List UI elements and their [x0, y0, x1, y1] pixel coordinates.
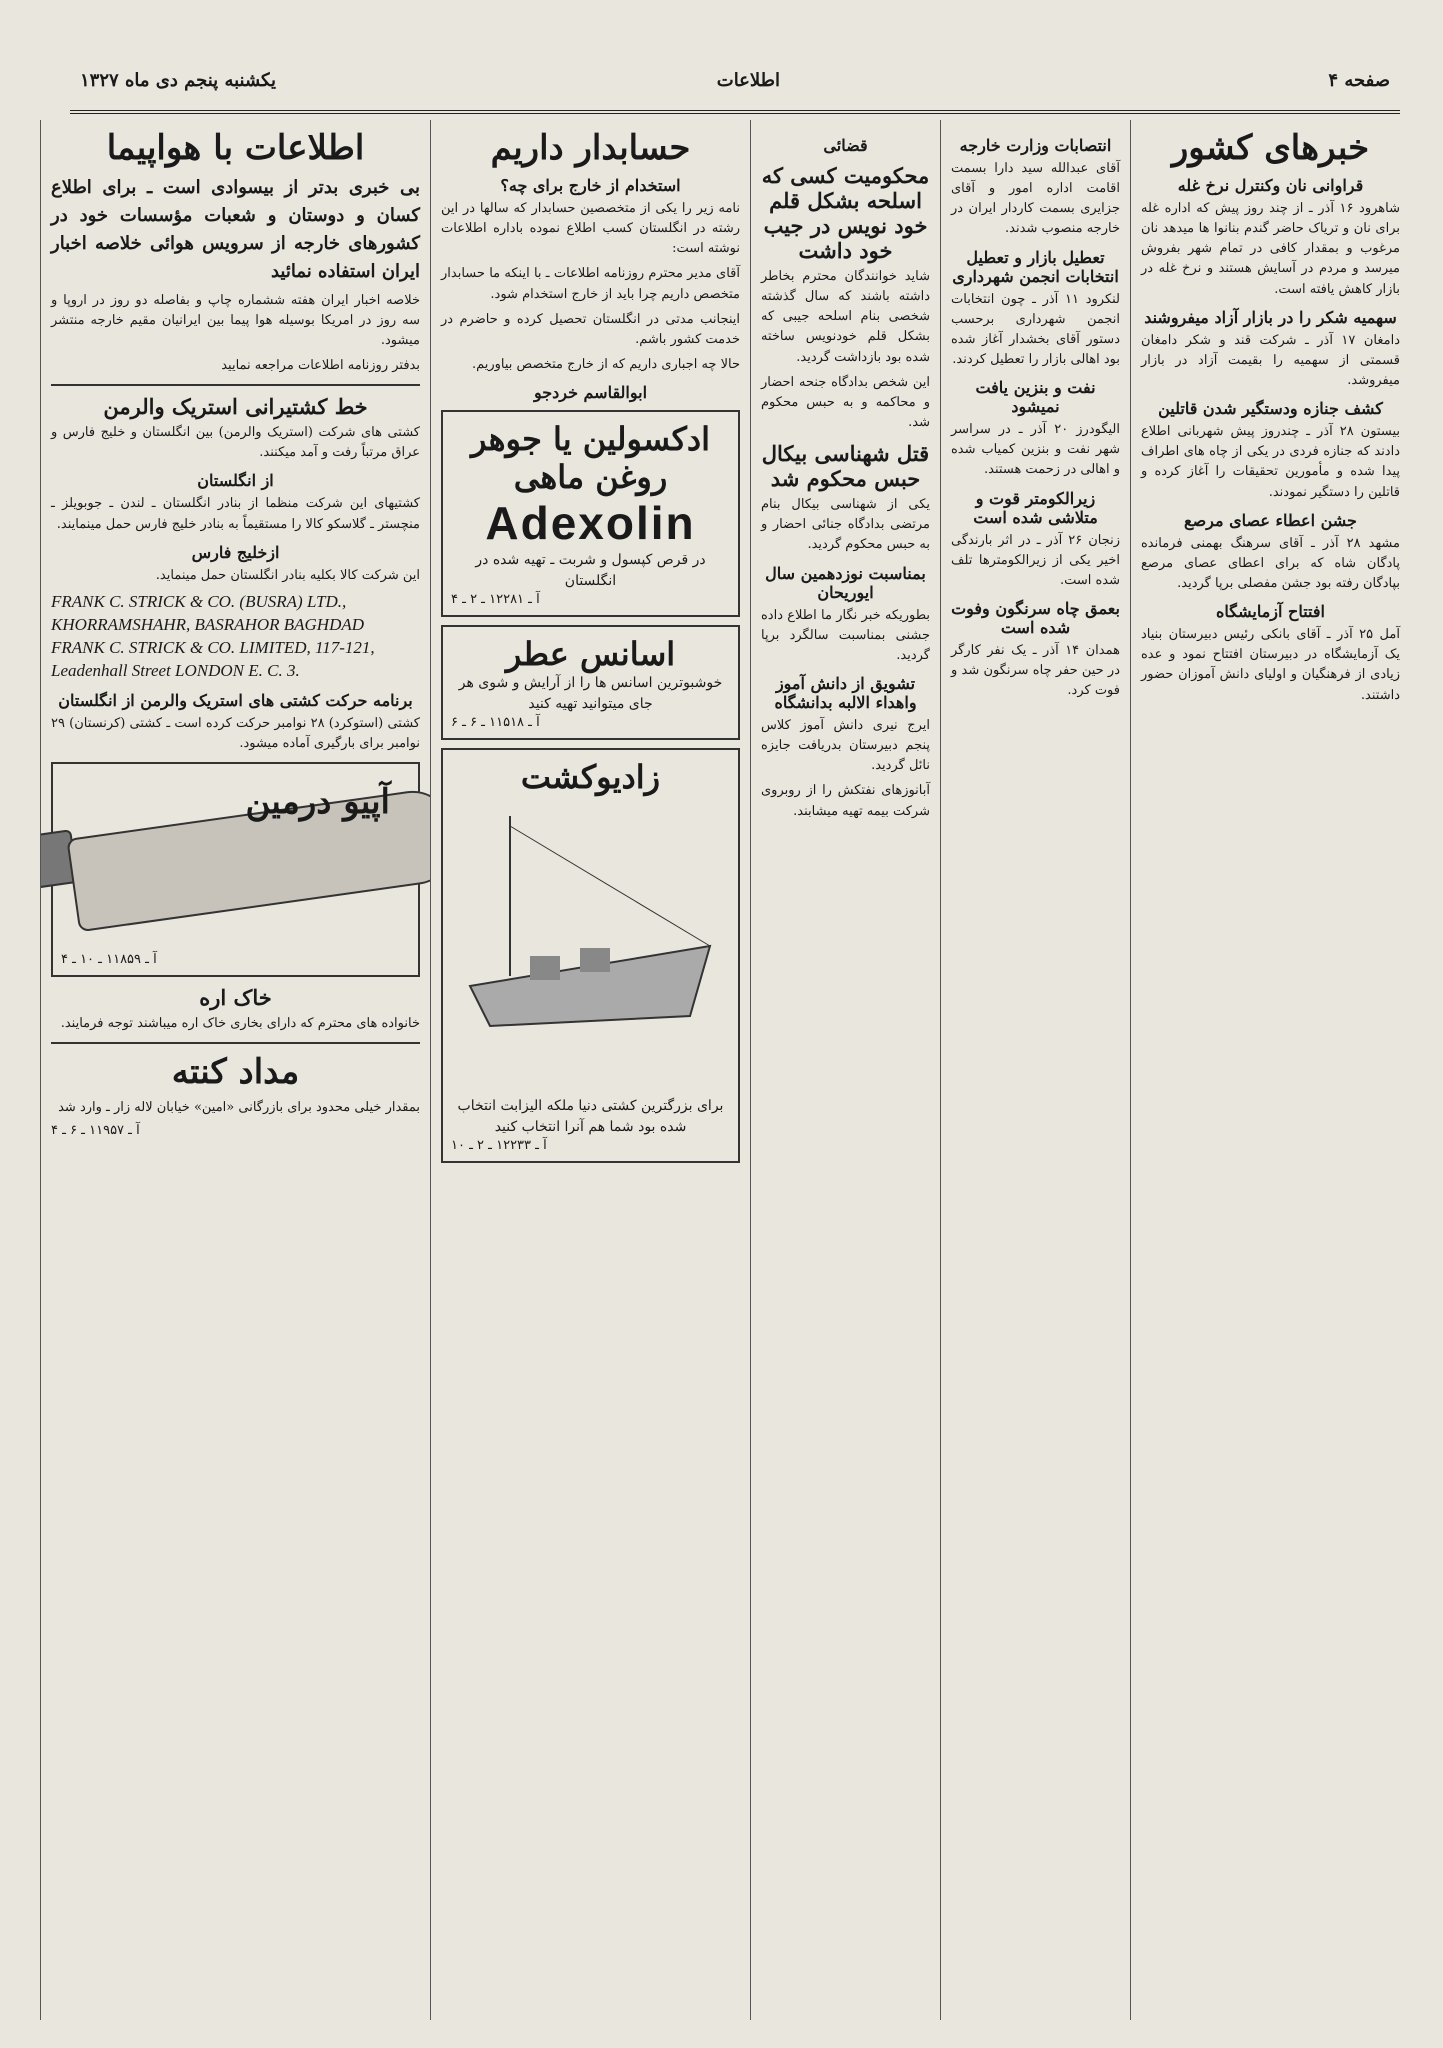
article-text: زنجان ۲۶ آذر ـ در اثر بارندگی اخیر یکی از زیرالکومترها تلف شده است.	[951, 532, 1120, 588]
headline: از انگلستان	[197, 471, 274, 491]
headline: قتل شهناسی بیکال حبس محکوم شد	[761, 441, 930, 492]
company-address: FRANK C. STRICK & CO. (BUSRA) LTD., KHORRAMSHAHR, BASRAHOR BAGHDAD FRANK C. STRICK & CO. LIMITED, 117-121, Leadenhall Street LONDON E. C. 3.	[51, 591, 375, 680]
lead-text: بی خبری بدتر از بیسوادی است ـ برای اطلاع کسان و دوستان و شعبات مؤسسات خود در کشورهای خارجه از سرویس هوائی خلاصه اخبار ایران استفاده نمائید	[51, 177, 420, 282]
article-text: خانواده های محترم که دارای بخاری خاک اره میباشند توجه فرمایند.	[60, 1015, 420, 1031]
column-announcements	[940, 120, 1130, 2020]
ad-code: آ ـ ۱۱۹۵۷ ـ ۶ ـ ۴	[51, 1123, 140, 1139]
headline: سهمیه شکر را در بازار آزاد میفروشند	[1144, 307, 1397, 327]
headline: مداد کنته	[171, 1052, 300, 1092]
column-airmail	[40, 120, 430, 2020]
section-title: خبرهای کشور	[1171, 128, 1370, 168]
ad-brand: Adexolin	[485, 497, 696, 550]
article-text: بمقدار خیلی محدود برای بازرگانی «امین» خیابان لاله زار ـ وارد شد	[58, 1100, 420, 1115]
article-text: اینجانب مدتی در انگلستان تحصیل کرده و حاضرم در خدمت کشور باشم.	[441, 311, 740, 347]
headline: حسابدار داریم	[490, 128, 691, 168]
ad-title: اسانس عطر	[505, 635, 676, 674]
ad-text: خوشبوترین اسانس ها را از آرایش و شوی هر جای میتوانید تهیه کنید	[458, 675, 723, 713]
column-judicial	[750, 120, 940, 2020]
issue-date: یکشنبه پنجم دی ماه ۱۳۲۷	[80, 70, 276, 91]
article-text: کشتیهای این شرکت منظما از بنادر انگلستان ـ لندن ـ جوبویلز ـ منچستر ـ گلاسکو کالا را مستقیماً به بنادر خلیج فارس حمل مینمایند.	[51, 496, 420, 532]
headline: تشویق از دانش آموز واهداء الالبه بدانشگاه	[774, 673, 917, 712]
headline: بمناسبت نوزدهمین سال ایوریحان	[765, 563, 926, 602]
article-text: همدان ۱۴ آذر ـ یک نفر کارگر در حین حفر چاه سرنگون شد و فوت کرد.	[951, 642, 1120, 699]
article-text: لنکرود ۱۱ آذر ـ چون انتخابات انجمن شهرداری برحسب دستور آقای بخشدار آغاز شده بود اهالی بازار را تعطیل کردند.	[951, 291, 1121, 367]
headline: خاک اره	[199, 984, 272, 1010]
tube-illustration	[61, 782, 410, 942]
headline: افتتاح آزمایشگاه	[1216, 602, 1325, 622]
divider	[51, 384, 420, 386]
signature: ابوالقاسم خردجو	[533, 383, 648, 403]
article-text: مشهد ۲۸ آذر ـ آقای سرهنگ بهمنی فرمانده پادگان شاه که برای اعطای عصای مرصع بپادگان رفته بود جشن مفصلی برپا گردید.	[1141, 535, 1400, 591]
headline: برنامه حرکت کشتی های استریک والرمن از انگلستان	[58, 690, 413, 710]
article-text: بیستون ۲۸ آذر ـ چندروز پیش شهربانی اطلاع دادند که جنازه فردی در یکی از چاه های اطراف پیدا شده و مأمورین تحقیقات را آغاز کرده و قاتلین را دستگیر نمودند.	[1141, 424, 1400, 500]
column-accountant	[430, 120, 750, 2020]
ad-text: در قرص کپسول و شربت ـ تهیه شده در انگلستان	[475, 552, 706, 590]
ship-ad	[441, 748, 740, 1163]
headline: قراوانی نان وکنترل نرخ غله	[1177, 176, 1364, 195]
article-text: یکی از شهناسی بیکال بنام مرتضی بدادگاه جنائی احضار و به حبس محکوم گردید.	[761, 497, 930, 553]
headline: تعطیل بازار و تعطیل انتخابات انجمن شهرداری	[952, 247, 1119, 286]
headline: زیرالکومتر قوت و متلاشی شده است	[973, 488, 1098, 527]
article-text: خلاصه اخبار ایران هفته ششماره چاپ و بفاصله دو روز در اروپا و سه روز در امریکا بوسیله هوا پیما بین ایرانیان مقیم خارجه منتشر میشود.	[51, 292, 420, 348]
article-text: کشتی (استوکرد) ۲۸ نوامبر حرکت کرده است ـ کشتی (کرنستان) ۲۹ نوامبر برای بارگیری آماده میشود.	[51, 715, 420, 751]
article-text: این شخص بدادگاه جنحه احضار و محاکمه و به حبس محکوم شد.	[761, 374, 930, 430]
headline: خط کشتیرانی استریک والرمن	[103, 394, 368, 420]
article-text: این شرکت کالا بکلیه بنادر انگلستان حمل مینماید.	[155, 567, 420, 583]
adexolin-ad	[441, 410, 740, 617]
article-text: بدفتر روزنامه اطلاعات مراجعه نمایید	[221, 357, 420, 373]
headline: نفت و بنزین یافت نمیشود	[975, 378, 1096, 417]
ad-title: ادکسولین یا جوهر روغن ماهی	[471, 420, 710, 497]
ad-title: زادیوکشت	[520, 758, 661, 797]
article-text: شاید خوانندگان محترم بخاطر داشته باشند که سال گذشته شخصی بنام اسلحه جیبی که بشکل قلم خودنویس ساخته شده بود بازداشت گردید.	[761, 269, 930, 365]
ad-code: آ ـ ۱۱۵۱۸ ـ ۶ ـ ۶	[451, 715, 540, 731]
article-text: آمل ۲۵ آذر ـ آقای بانکی رئیس دبیرستان بنیاد یک آزمایشگاه در دبیرستان افتتاح نمود و عده زیادی از فرهنگیان و اولیای دانش آموزان حضور داشتند.	[1141, 627, 1400, 703]
article-text: شاهرود ۱۶ آذر ـ از چند روز پیش که اداره غله برای نان و تریاک حاضر گندم بنانوا ها میدهد نان مرغوب و بمقدار کافی در تمام شهر بفروش میرسد و مردم در آسایش هستند و نرخ غله در بازار کاهش یافته است.	[1141, 201, 1400, 297]
article-text: حالا چه اجباری داریم که از خارج متخصص بیاوریم.	[471, 356, 740, 372]
article-text: نامه زیر را یکی از متخصصین حسابدار که سالها در این رشته در انگلستان کسب اطلاع نموده باداره اطلاعات نوشته است:	[441, 201, 740, 257]
column-country-news	[1130, 120, 1410, 2020]
subheadline: استخدام از خارج برای چه؟	[500, 176, 681, 195]
page-number: صفحه ۴	[1328, 70, 1390, 91]
section-kicker: قضائی	[823, 136, 868, 155]
article-text: آقای مدیر محترم روزنامه اطلاعات ـ با اینکه ما حسابدار متخصص داریم چرا باید از خارج استخدام شود.	[441, 266, 740, 302]
headline: بعمق چاه سرنگون وفوت شده است	[951, 598, 1120, 637]
ad-code: آ ـ ۱۲۲۸۱ ـ ۲ ـ ۴	[451, 592, 540, 608]
headline: کشف جنازه ودستگیر شدن قاتلین	[1158, 399, 1383, 419]
ship-illustration	[451, 796, 730, 1096]
ad-text: برای بزرگترین کشتی دنیا ملکه الیزابت انتخاب شده بود شما هم آنرا انتخاب کنید	[457, 1098, 724, 1136]
paper-name: اطلاعات	[716, 70, 780, 91]
article-text: آقای عبدالله سید دارا بسمت اقامت اداره امور و آقای جزایری بسمت کاردار ایران در خارجه منصوب شدند.	[951, 161, 1120, 237]
footer-note: آبانوزهای نفتکش را از روبروی شرکت بیمه تهیه میشابند.	[761, 783, 930, 819]
ship-icon	[450, 796, 730, 1096]
headline: جشن اعطاء عصای مرصع	[1184, 510, 1357, 530]
headline: ازخلیج فارس	[191, 542, 280, 562]
headline: انتصابات وزارت خارجه	[959, 136, 1112, 155]
ad-code: آ ـ ۱۱۸۵۹ ـ ۱۰ ـ ۴	[61, 951, 157, 967]
headline: اطلاعات با هواپیما	[106, 128, 365, 168]
divider	[51, 1042, 420, 1044]
article-text: ایرج نیری دانش آموز کلاس پنجم دبیرستان بدریافت جایزه نائل گردید.	[761, 717, 930, 774]
headline: محکومیت کسی که اسلحه بشکل قلم خود نویس در جیب خود داشت	[761, 163, 930, 263]
ad-title: آپیو درمین	[245, 781, 390, 822]
article-text: کشتی های شرکت (استریک والرمن) بین انگلستان و خلیج فارس و عراق مرتباً رفت و آمد میکنند.	[51, 425, 420, 461]
article-text: بطوریکه خبر نگار ما اطلاع داده جشنی بمناسبت سالگرد برپا گردید.	[761, 607, 930, 663]
masthead	[70, 60, 1400, 114]
tube-ad	[51, 762, 420, 977]
article-text: دامغان ۱۷ آذر ـ شرکت قند و شکر دامغان قسمتی از سهمیه را بقیمت آزاد در بازار میفروشد.	[1141, 332, 1401, 388]
perfume-ad	[441, 625, 740, 740]
article-text: الیگودرز ۲۰ آذر ـ در سراسر شهر نفت و بنزین کمیاب شده و اهالی در زحمت هستند.	[951, 422, 1120, 478]
ad-code: آ ـ ۱۲۲۳۳ ـ ۲ ـ ۱۰	[451, 1138, 547, 1154]
